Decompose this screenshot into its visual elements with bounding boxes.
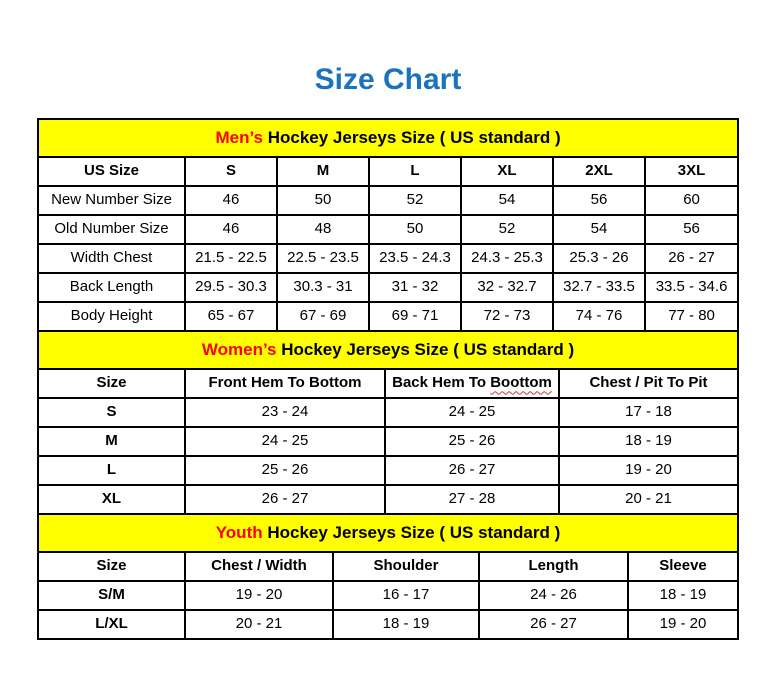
mens-cell: 21.5 - 22.5 bbox=[185, 244, 277, 273]
mens-cell: 74 - 76 bbox=[553, 302, 645, 331]
mens-column-header: 2XL bbox=[553, 157, 645, 186]
mens-cell: 50 bbox=[277, 186, 369, 215]
womens-row-label: S bbox=[38, 398, 185, 427]
youth-section-highlight: Youth bbox=[215, 522, 263, 542]
youth-column-header: Chest / Width bbox=[185, 552, 333, 581]
mens-cell: 32 - 32.7 bbox=[461, 273, 553, 302]
mens-section-header-text: Hockey Jerseys Size ( US standard ) bbox=[263, 127, 561, 147]
mens-cell: 29.5 - 30.3 bbox=[185, 273, 277, 302]
youth-cell: 19 - 20 bbox=[185, 581, 333, 610]
mens-cell: 25.3 - 26 bbox=[553, 244, 645, 273]
mens-cell: 54 bbox=[461, 186, 553, 215]
mens-cell: 48 bbox=[277, 215, 369, 244]
youth-cell: 26 - 27 bbox=[479, 610, 628, 639]
womens-cell: 27 - 28 bbox=[385, 485, 559, 514]
womens-back-hem-typo: Boottom bbox=[490, 374, 552, 392]
youth-column-header: Size bbox=[38, 552, 185, 581]
mens-section-header bbox=[38, 119, 738, 157]
mens-row-label: New Number Size bbox=[38, 186, 185, 215]
youth-cell: 16 - 17 bbox=[333, 581, 479, 610]
youth-cell: 18 - 19 bbox=[628, 581, 738, 610]
mens-cell: 46 bbox=[185, 215, 277, 244]
womens-section-header-text: Hockey Jerseys Size ( US standard ) bbox=[276, 339, 575, 359]
mens-column-header: M bbox=[277, 157, 369, 186]
womens-column-header bbox=[385, 369, 559, 398]
table-row bbox=[38, 302, 738, 331]
mens-cell: 77 - 80 bbox=[645, 302, 738, 331]
mens-column-header: US Size bbox=[38, 157, 185, 186]
mens-cell: 65 - 67 bbox=[185, 302, 277, 331]
page-title: Size Chart bbox=[314, 63, 462, 96]
table-row bbox=[38, 186, 738, 215]
mens-cell: 31 - 32 bbox=[369, 273, 461, 302]
mens-column-header-row bbox=[38, 157, 738, 186]
mens-cell: 26 - 27 bbox=[645, 244, 738, 273]
mens-column-header: XL bbox=[461, 157, 553, 186]
table-row bbox=[38, 273, 738, 302]
mens-row-label: Back Length bbox=[38, 273, 185, 302]
youth-cell: 24 - 26 bbox=[479, 581, 628, 610]
table-row bbox=[38, 398, 738, 427]
table-row bbox=[38, 610, 738, 639]
mens-cell: 54 bbox=[553, 215, 645, 244]
womens-section-header bbox=[38, 331, 738, 369]
womens-column-header-row bbox=[38, 369, 738, 398]
youth-column-header-row bbox=[38, 552, 738, 581]
womens-cell: 18 - 19 bbox=[559, 427, 738, 456]
womens-column-header: Chest / Pit To Pit bbox=[559, 369, 738, 398]
youth-row-label: S/M bbox=[38, 581, 185, 610]
mens-section-header-row bbox=[38, 119, 738, 157]
mens-cell: 52 bbox=[369, 186, 461, 215]
youth-column-header: Length bbox=[479, 552, 628, 581]
womens-column-header: Front Hem To Bottom bbox=[185, 369, 385, 398]
youth-section-header-row bbox=[38, 514, 738, 552]
mens-cell: 69 - 71 bbox=[369, 302, 461, 331]
mens-cell: 33.5 - 34.6 bbox=[645, 273, 738, 302]
mens-cell: 50 bbox=[369, 215, 461, 244]
mens-cell: 56 bbox=[645, 215, 738, 244]
youth-section-header bbox=[38, 514, 738, 552]
table-row bbox=[38, 456, 738, 485]
womens-row-label: M bbox=[38, 427, 185, 456]
tables-container bbox=[37, 118, 737, 640]
womens-cell: 23 - 24 bbox=[185, 398, 385, 427]
womens-row-label: L bbox=[38, 456, 185, 485]
mens-row-label: Old Number Size bbox=[38, 215, 185, 244]
mens-cell: 56 bbox=[553, 186, 645, 215]
mens-cell: 60 bbox=[645, 186, 738, 215]
mens-cell: 30.3 - 31 bbox=[277, 273, 369, 302]
mens-cell: 32.7 - 33.5 bbox=[553, 273, 645, 302]
mens-cell: 52 bbox=[461, 215, 553, 244]
womens-section-highlight: Women’s bbox=[201, 339, 277, 359]
womens-back-hem-prefix: Back Hem To bbox=[392, 374, 491, 392]
youth-column-header: Sleeve bbox=[628, 552, 738, 581]
womens-cell: 17 - 18 bbox=[559, 398, 738, 427]
mens-cell: 22.5 - 23.5 bbox=[277, 244, 369, 273]
mens-section-highlight: Men’s bbox=[215, 127, 263, 147]
youth-row-label: L/XL bbox=[38, 610, 185, 639]
mens-table bbox=[37, 118, 739, 332]
mens-cell: 24.3 - 25.3 bbox=[461, 244, 553, 273]
womens-cell: 20 - 21 bbox=[559, 485, 738, 514]
table-row bbox=[38, 215, 738, 244]
mens-cell: 46 bbox=[185, 186, 277, 215]
womens-cell: 24 - 25 bbox=[185, 427, 385, 456]
youth-cell: 18 - 19 bbox=[333, 610, 479, 639]
womens-column-header: Size bbox=[38, 369, 185, 398]
mens-cell: 67 - 69 bbox=[277, 302, 369, 331]
womens-cell: 25 - 26 bbox=[185, 456, 385, 485]
womens-cell: 25 - 26 bbox=[385, 427, 559, 456]
youth-table bbox=[37, 513, 739, 640]
womens-cell: 24 - 25 bbox=[385, 398, 559, 427]
youth-cell: 20 - 21 bbox=[185, 610, 333, 639]
table-row bbox=[38, 581, 738, 610]
womens-row-label: XL bbox=[38, 485, 185, 514]
youth-cell: 19 - 20 bbox=[628, 610, 738, 639]
youth-section-header-text: Hockey Jerseys Size ( US standard ) bbox=[262, 522, 561, 542]
mens-cell: 72 - 73 bbox=[461, 302, 553, 331]
mens-column-header: L bbox=[369, 157, 461, 186]
table-row bbox=[38, 427, 738, 456]
youth-column-header: Shoulder bbox=[333, 552, 479, 581]
mens-row-label: Width Chest bbox=[38, 244, 185, 273]
mens-column-header: S bbox=[185, 157, 277, 186]
womens-cell: 26 - 27 bbox=[185, 485, 385, 514]
mens-column-header: 3XL bbox=[645, 157, 738, 186]
table-row bbox=[38, 485, 738, 514]
womens-section-header-row bbox=[38, 331, 738, 369]
mens-cell: 23.5 - 24.3 bbox=[369, 244, 461, 273]
mens-row-label: Body Height bbox=[38, 302, 185, 331]
womens-table bbox=[37, 330, 739, 515]
table-row bbox=[38, 244, 738, 273]
womens-cell: 19 - 20 bbox=[559, 456, 738, 485]
womens-cell: 26 - 27 bbox=[385, 456, 559, 485]
